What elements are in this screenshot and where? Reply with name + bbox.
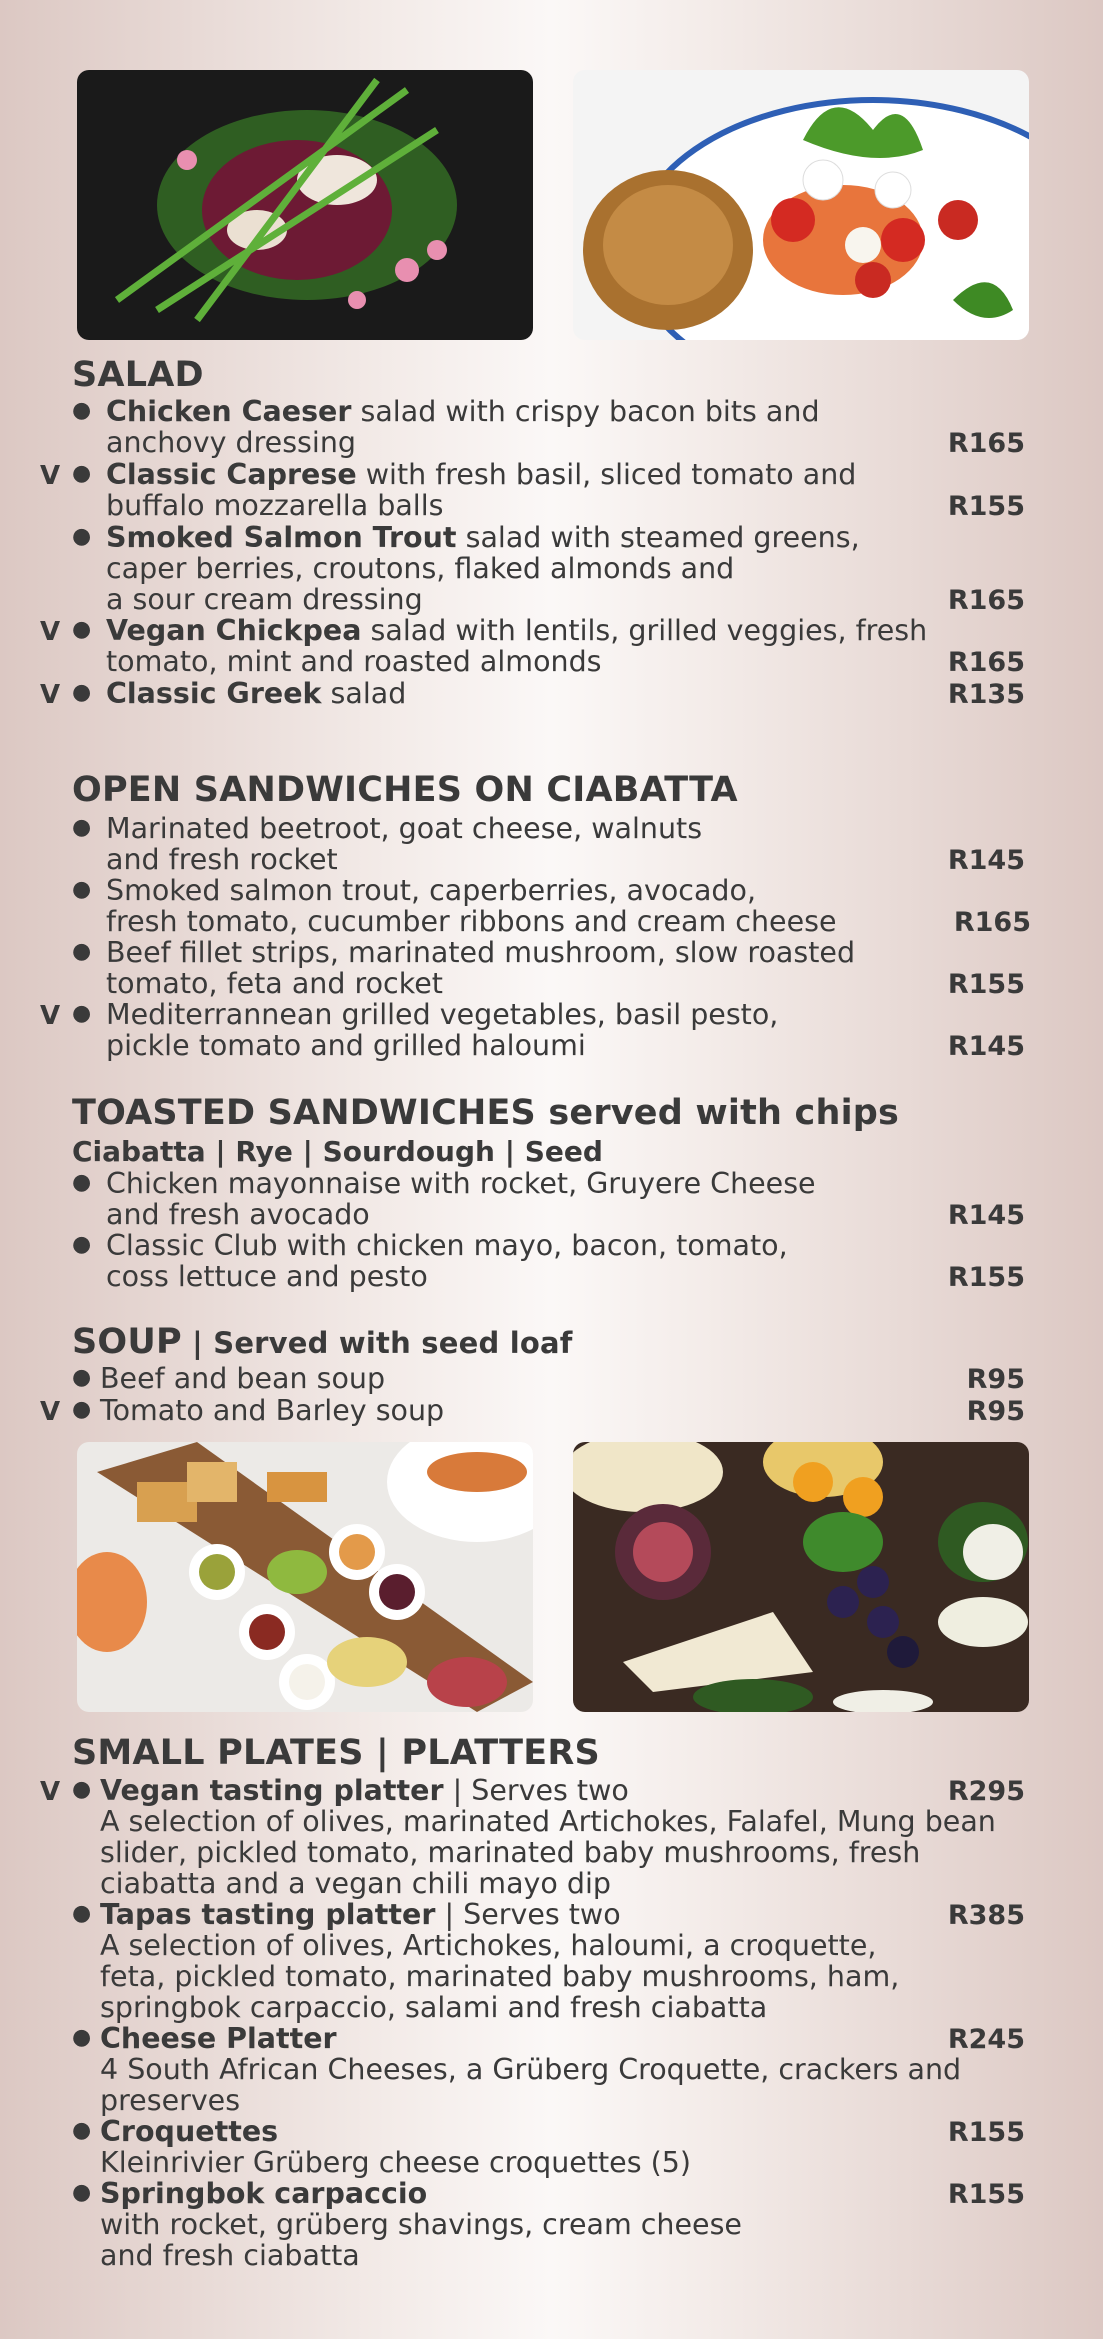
price: R165 <box>953 907 1031 938</box>
open-sandwich-3-desc: tomato, feta and rocket <box>106 967 443 1000</box>
price: R145 <box>947 845 1025 876</box>
price: R165 <box>947 647 1025 678</box>
toasted-sandwich-1-desc: and fresh avocado <box>106 1198 370 1231</box>
platter-item-2-desc: feta, pickled tomato, marinated baby mushrooms, ham, <box>100 1960 900 1993</box>
bullet: ● <box>72 461 92 486</box>
vegetarian-marker: V <box>40 617 61 647</box>
vegetarian-marker: V <box>40 1777 61 1807</box>
platter-item-1-desc: A selection of olives, marinated Artichokes, Falafel, Mung bean <box>100 1805 996 1838</box>
bullet: ● <box>72 1397 92 1422</box>
vegetarian-marker: V <box>40 461 61 491</box>
price: R155 <box>947 1262 1025 1293</box>
price: R145 <box>947 1200 1025 1231</box>
price: R135 <box>947 679 1025 710</box>
platter-item-1-desc: ciabatta and a vegan chili mayo dip <box>100 1867 611 1900</box>
bullet: ● <box>72 680 92 705</box>
salad-item-4-desc: tomato, mint and roasted almonds <box>106 645 602 678</box>
platter-item-3: Cheese Platter <box>100 2022 337 2055</box>
salad-item-1-desc: anchovy dressing <box>106 426 356 459</box>
price: R155 <box>947 491 1025 522</box>
toasted-sandwich-2-desc: coss lettuce and pesto <box>106 1260 428 1293</box>
bullet: ● <box>72 1001 92 1026</box>
salad-item-3-desc-2: a sour cream dressing <box>106 583 423 616</box>
salad-item-3: Smoked Salmon Trout salad with steamed greens, <box>106 521 860 554</box>
open-sandwich-2-desc: fresh tomato, cucumber ribbons and cream cheese <box>106 905 837 938</box>
salad-item-2: Classic Caprese with fresh basil, sliced tomato and <box>106 458 857 491</box>
price: R155 <box>947 969 1025 1000</box>
soup-item-1: Beef and bean soup <box>100 1362 386 1395</box>
bullet: ● <box>72 939 92 964</box>
open-sandwich-1: Marinated beetroot, goat cheese, walnuts <box>106 812 703 845</box>
caprese-plate-photo <box>573 70 1029 340</box>
platter-item-5-desc: and fresh ciabatta <box>100 2239 360 2272</box>
platter-item-3-desc: preserves <box>100 2084 241 2117</box>
toasted-sandwich-2: Classic Club with chicken mayo, bacon, tomato, <box>106 1229 788 1262</box>
price: R145 <box>947 1031 1025 1062</box>
beetroot-salad-photo <box>77 70 533 340</box>
open-sandwich-4-desc: pickle tomato and grilled haloumi <box>106 1029 586 1062</box>
bread-options: Ciabatta | Rye | Sourdough | Seed <box>72 1135 603 1168</box>
soup-item-2: Tomato and Barley soup <box>100 1394 445 1427</box>
price: R165 <box>947 585 1025 616</box>
price: R95 <box>966 1396 1025 1427</box>
bullet: ● <box>72 617 92 642</box>
platter-item-5: Springbok carpaccio <box>100 2177 428 2210</box>
bullet: ● <box>72 1901 92 1926</box>
platter-item-1-desc: slider, pickled tomato, marinated baby mushrooms, fresh <box>100 1836 921 1869</box>
bullet: ● <box>72 524 92 549</box>
salad-heading: SALAD <box>72 355 204 395</box>
vegetarian-marker: V <box>40 1001 61 1031</box>
tapas-platter-photo <box>77 1442 533 1712</box>
bullet: ● <box>72 1777 92 1802</box>
soup-heading: SOUP | Served with seed loaf <box>72 1322 573 1362</box>
salad-item-3-desc: caper berries, croutons, flaked almonds and <box>106 552 735 585</box>
platter-item-2-desc: springbok carpaccio, salami and fresh ciabatta <box>100 1991 768 2024</box>
bullet: ● <box>72 1170 92 1195</box>
price: R95 <box>966 1364 1025 1395</box>
salad-item-2-desc: buffalo mozzarella balls <box>106 489 444 522</box>
toasted-sandwich-1: Chicken mayonnaise with rocket, Gruyere Cheese <box>106 1167 816 1200</box>
platter-item-2: Tapas tasting platter | Serves two <box>100 1898 621 1931</box>
open-sandwiches-heading: OPEN SANDWICHES ON CIABATTA <box>72 770 738 810</box>
platter-item-4-desc: Kleinrivier Grüberg cheese croquettes (5) <box>100 2146 691 2179</box>
price: R245 <box>947 2024 1025 2055</box>
salad-item-4: Vegan Chickpea salad with lentils, grilled veggies, fresh <box>106 614 928 647</box>
price: R155 <box>947 2117 1025 2148</box>
platter-item-1: Vegan tasting platter | Serves two <box>100 1774 629 1807</box>
bullet: ● <box>72 398 92 423</box>
platter-item-2-desc: A selection of olives, Artichokes, haloumi, a croquette, <box>100 1929 877 1962</box>
toasted-sandwiches-heading: TOASTED SANDWICHES served with chips <box>72 1093 900 1133</box>
price: R295 <box>947 1776 1025 1807</box>
open-sandwich-4: Mediterrannean grilled vegetables, basil pesto, <box>106 998 779 1031</box>
vegetarian-marker: V <box>40 680 61 710</box>
cheese-fruit-photo <box>573 1442 1029 1712</box>
price: R385 <box>947 1900 1025 1931</box>
bullet: ● <box>72 2180 92 2205</box>
vegetarian-marker: V <box>40 1397 61 1427</box>
bullet: ● <box>72 2118 92 2143</box>
bullet: ● <box>72 1365 92 1390</box>
salad-item-1: Chicken Caeser salad with crispy bacon bits and <box>106 395 820 428</box>
bullet: ● <box>72 815 92 840</box>
price: R165 <box>947 428 1025 459</box>
bullet: ● <box>72 2025 92 2050</box>
platter-item-3-desc: 4 South African Cheeses, a Grüberg Croquette, crackers and <box>100 2053 962 2086</box>
bullet: ● <box>72 1232 92 1257</box>
bullet: ● <box>72 877 92 902</box>
open-sandwich-1-desc: and fresh rocket <box>106 843 338 876</box>
salad-item-5: Classic Greek salad <box>106 677 407 710</box>
platter-item-5-desc: with rocket, grüberg shavings, cream cheese <box>100 2208 742 2241</box>
price: R155 <box>947 2179 1025 2210</box>
open-sandwich-2: Smoked salmon trout, caperberries, avocado, <box>106 874 757 907</box>
small-plates-heading: SMALL PLATES | PLATTERS <box>72 1733 600 1773</box>
open-sandwich-3: Beef fillet strips, marinated mushroom, slow roasted <box>106 936 856 969</box>
platter-item-4: Croquettes <box>100 2115 279 2148</box>
